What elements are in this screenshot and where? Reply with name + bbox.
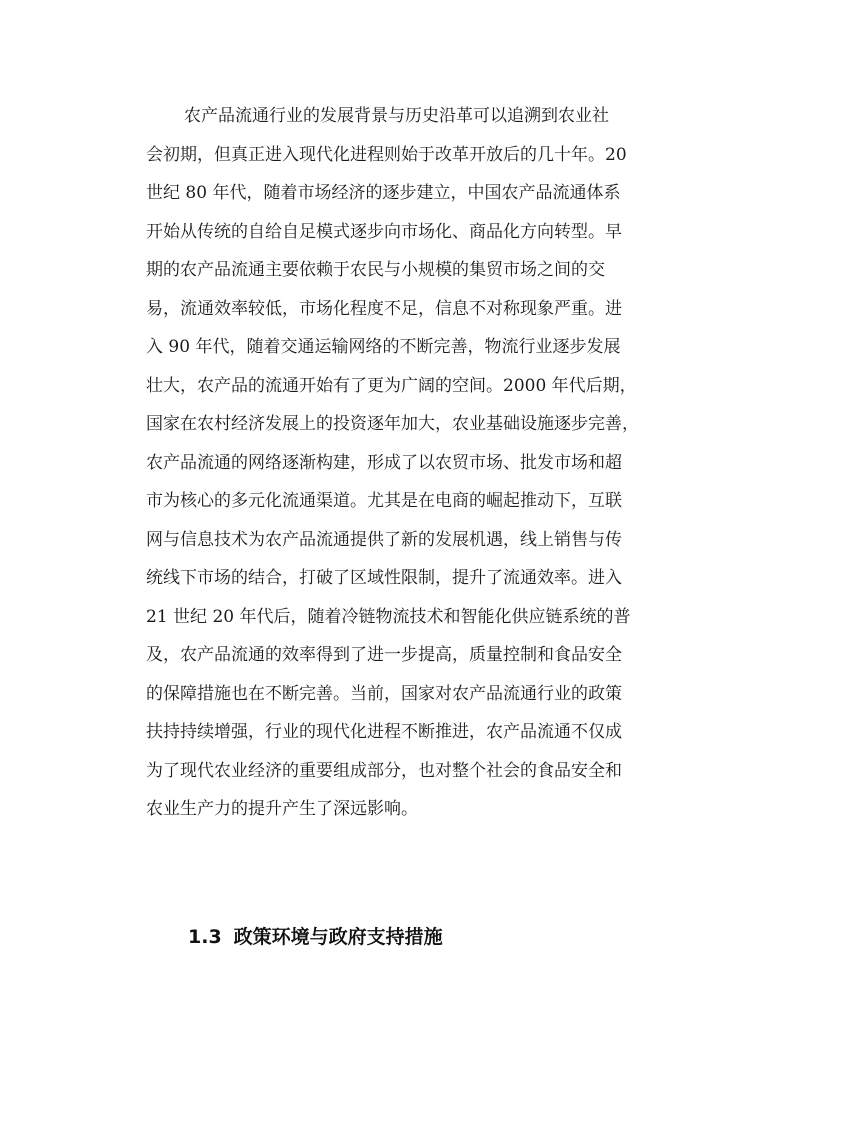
paragraph-line: 会初期，但真正进入现代化进程则始于改革开放后的几十年。20 xyxy=(146,144,627,165)
paragraph-line: 壮大，农产品的流通开始有了更为广阔的空间。2000 年代后期， xyxy=(146,375,637,396)
paragraph-line: 为了现代农业经济的重要组成部分，也对整个社会的食品安全和 xyxy=(146,760,622,781)
paragraph-line: 农产品流通行业的发展背景与历史沿革可以追溯到农业社 xyxy=(184,106,609,126)
section-title: 政策环境与政府支持措施 xyxy=(233,926,443,948)
paragraph-line: 网与信息技术为农产品流通提供了新的发展机遇，线上销售与传 xyxy=(146,529,622,550)
section-number: 1.3 xyxy=(188,926,222,948)
section-heading xyxy=(188,922,443,949)
body-paragraph xyxy=(146,97,706,829)
paragraph-line: 国家在农村经济发展上的投资逐年加大，农业基础设施逐步完善， xyxy=(146,414,639,434)
paragraph-line: 期的农产品流通主要依赖于农民与小规模的集贸市场之间的交 xyxy=(146,260,605,280)
paragraph-line: 市为核心的多元化流通渠道。尤其是在电商的崛起推动下，互联 xyxy=(146,491,622,511)
paragraph-line: 世纪 80 年代，随着市场经济的逐步建立，中国农产品流通体系 xyxy=(146,183,621,203)
paragraph-line: 农业生产力的提升产生了深远影响。 xyxy=(146,799,418,819)
paragraph-line: 及，农产品流通的效率得到了进一步提高，质量控制和食品安全 xyxy=(146,645,622,665)
paragraph-line: 农产品流通的网络逐渐构建，形成了以农贸市场、批发市场和超 xyxy=(146,452,622,473)
paragraph-line: 统线下市场的结合，打破了区域性限制，提升了流通效率。进入 xyxy=(146,568,622,588)
paragraph-line: 扶持持续增强，行业的现代化进程不断推进，农产品流通不仅成 xyxy=(146,722,622,742)
paragraph-line: 开始从传统的自给自足模式逐步向市场化、商品化方向转型。早 xyxy=(146,221,622,242)
paragraph-line: 入 90 年代，随着交通运输网络的不断完善，物流行业逐步发展 xyxy=(146,337,621,357)
paragraph-line: 的保障措施也在不断完善。当前，国家对农产品流通行业的政策 xyxy=(146,683,622,704)
paragraph-line: 易，流通效率较低，市场化程度不足，信息不对称现象严重。进 xyxy=(146,298,622,319)
paragraph-line: 21 世纪 20 年代后，随着冷链物流技术和智能化供应链系统的普 xyxy=(146,606,631,627)
